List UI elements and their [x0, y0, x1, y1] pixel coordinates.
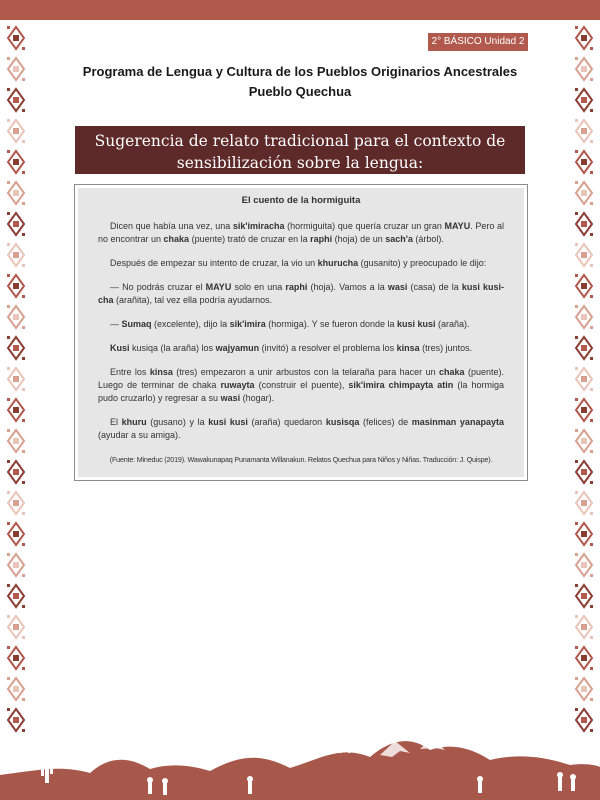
- story-text: (tres) juntos.: [419, 343, 473, 353]
- border-motif: [6, 56, 26, 82]
- quechua-term: wajyamun: [215, 343, 260, 353]
- border-motif: [574, 645, 594, 671]
- story-text: (invitó) a resolver el problema los: [259, 343, 397, 353]
- border-motif: [574, 614, 594, 640]
- quechua-term: wasi: [387, 282, 408, 292]
- border-motif: [6, 273, 26, 299]
- border-motif: [6, 149, 26, 175]
- border-motif: [574, 583, 594, 609]
- story-text: (árbol).: [412, 234, 444, 244]
- story-text: (hoja) de un: [332, 234, 386, 244]
- story-text: Entre los: [110, 367, 150, 377]
- border-motif: [6, 118, 26, 144]
- story-text: . Pero al no encontrar un: [98, 221, 504, 244]
- story-content: [78, 188, 524, 477]
- border-motif: [6, 552, 26, 578]
- story-text: Después de empezar su intento de cruzar, la vio un: [110, 258, 318, 268]
- top-header-bar: [0, 0, 600, 20]
- section-banner: [75, 126, 525, 174]
- story-paragraph: [98, 342, 504, 355]
- border-motif: [6, 211, 26, 237]
- story-paragraph: [98, 366, 504, 405]
- border-motif: [574, 397, 594, 423]
- story-text: (la hormiga pudo cruzarlo) y regresar a su: [98, 380, 504, 403]
- quechua-term: kusi kusi: [397, 319, 436, 329]
- quechua-term: kusi kusi: [208, 417, 248, 427]
- border-motif: [574, 149, 594, 175]
- border-motif: [574, 87, 594, 113]
- story-box: [74, 184, 528, 481]
- quechua-term: ruwayta: [220, 380, 255, 390]
- story-source: (Fuente: Mineduc (2019). Wawakunapaq Punamanta Willanakun. Relatos Quechua para Niños y Niñas. Traducción: J. Quispe).: [109, 455, 493, 464]
- story-paragraph: [98, 281, 504, 307]
- story-text: —: [110, 319, 122, 329]
- story-text: (puente) trató de cruzar en la: [189, 234, 311, 244]
- quechua-term: Kusi: [110, 343, 130, 353]
- quechua-term: kusisqa: [325, 417, 360, 427]
- quechua-term: khurucha: [317, 258, 359, 268]
- story-text: El: [110, 417, 122, 427]
- story-text: (hormiguita) que quería cruzar un gran: [284, 221, 445, 231]
- quechua-term: khuru: [121, 417, 147, 427]
- border-motif: [6, 459, 26, 485]
- quechua-term: MAYU: [205, 282, 232, 292]
- story-text: (puente). Luego de terminar de chaka: [98, 367, 504, 390]
- quechua-term: kinsa: [396, 343, 420, 353]
- border-motif: [6, 490, 26, 516]
- border-motif: [574, 25, 594, 51]
- quechua-term: MAYU: [444, 221, 471, 231]
- border-motif: [574, 707, 594, 733]
- story-paragraph: [98, 220, 504, 246]
- quechua-term: sach'a: [385, 234, 413, 244]
- border-motif: [6, 25, 26, 51]
- border-motif: [6, 335, 26, 361]
- border-motif: [574, 366, 594, 392]
- border-motif: [6, 87, 26, 113]
- border-motif: [574, 211, 594, 237]
- story-text: (gusanito) y preocupado le dijo:: [358, 258, 487, 268]
- bottom-landscape-illustration: [0, 735, 600, 800]
- border-motif: [6, 397, 26, 423]
- border-motif: [574, 459, 594, 485]
- border-motif: [6, 521, 26, 547]
- quechua-term: chaka: [439, 367, 465, 377]
- story-text: solo en una: [231, 282, 286, 292]
- quechua-term: sik'imira chimpayta atin: [348, 380, 454, 390]
- border-motif: [6, 676, 26, 702]
- quechua-term: kinsa: [149, 367, 173, 377]
- story-text: Dicen que había una vez, una: [110, 221, 233, 231]
- border-motif: [574, 56, 594, 82]
- border-motif: [6, 428, 26, 454]
- quechua-term: kusi kusi-cha: [98, 282, 504, 305]
- story-text: (tres) empezaron a unir arbustos con la telaraña para hacer un: [172, 367, 440, 377]
- border-motif: [574, 180, 594, 206]
- border-motif: [6, 366, 26, 392]
- story-paragraph: [98, 416, 504, 442]
- story-text: (araña).: [435, 319, 470, 329]
- story-paragraph: [98, 257, 504, 270]
- banner-line-1: Sugerencia de relato tradicional para el contexto de: [94, 132, 506, 150]
- border-motif: [6, 707, 26, 733]
- right-decorative-border: [574, 25, 594, 740]
- story-paragraphs: [98, 220, 504, 442]
- border-motif: [6, 614, 26, 640]
- story-text: (felices) de: [359, 417, 412, 427]
- border-motif: [574, 552, 594, 578]
- story-text: (arañita), tal vez ella podría ayudarnos.: [113, 295, 273, 305]
- border-motif: [6, 304, 26, 330]
- quechua-term: raphi: [310, 234, 333, 244]
- border-motif: [6, 645, 26, 671]
- people-title: Pueblo Quechua: [248, 84, 352, 99]
- banner-line-2: sensibilización sobre la lengua:: [176, 154, 424, 172]
- border-motif: [574, 676, 594, 702]
- story-text: (gusano) y la: [146, 417, 209, 427]
- story-text: (construir el puente),: [254, 380, 349, 390]
- story-text: (casa) de la: [407, 282, 462, 292]
- story-text: (hogar).: [240, 393, 275, 403]
- border-motif: [574, 304, 594, 330]
- story-title: El cuento de la hormiguita: [241, 195, 361, 206]
- quechua-term: Sumaq: [121, 319, 152, 329]
- quechua-term: wasi: [220, 393, 241, 403]
- border-motif: [6, 242, 26, 268]
- quechua-term: sik'imiracha: [232, 221, 285, 231]
- story-text: — No podrás cruzar el: [110, 282, 206, 292]
- border-motif: [574, 242, 594, 268]
- quechua-term: chaka: [163, 234, 190, 244]
- quechua-term: sik'imira: [229, 319, 266, 329]
- border-motif: [574, 118, 594, 144]
- border-motif: [574, 428, 594, 454]
- border-motif: [574, 521, 594, 547]
- quechua-term: masinman yanapayta: [411, 417, 504, 427]
- story-paragraph: [98, 318, 504, 331]
- story-text: (hoja). Vamos a la: [307, 282, 388, 292]
- quechua-term: raphi: [285, 282, 308, 292]
- left-decorative-border: [6, 25, 26, 740]
- story-text: (araña) quedaron: [247, 417, 326, 427]
- story-text: (hormiga). Y se fueron donde la: [265, 319, 397, 329]
- story-text: (ayudar a su amiga).: [98, 430, 181, 440]
- grade-unit-badge: 2° BÁSICO Unidad 2: [428, 33, 528, 51]
- border-motif: [6, 583, 26, 609]
- border-motif: [574, 490, 594, 516]
- border-motif: [574, 273, 594, 299]
- border-motif: [574, 335, 594, 361]
- program-title: Programa de Lengua y Cultura de los Pueblos Originarios Ancestrales: [82, 64, 518, 79]
- story-text: (excelente), dijo la: [151, 319, 230, 329]
- story-text: kusiqa (la araña) los: [129, 343, 216, 353]
- border-motif: [6, 180, 26, 206]
